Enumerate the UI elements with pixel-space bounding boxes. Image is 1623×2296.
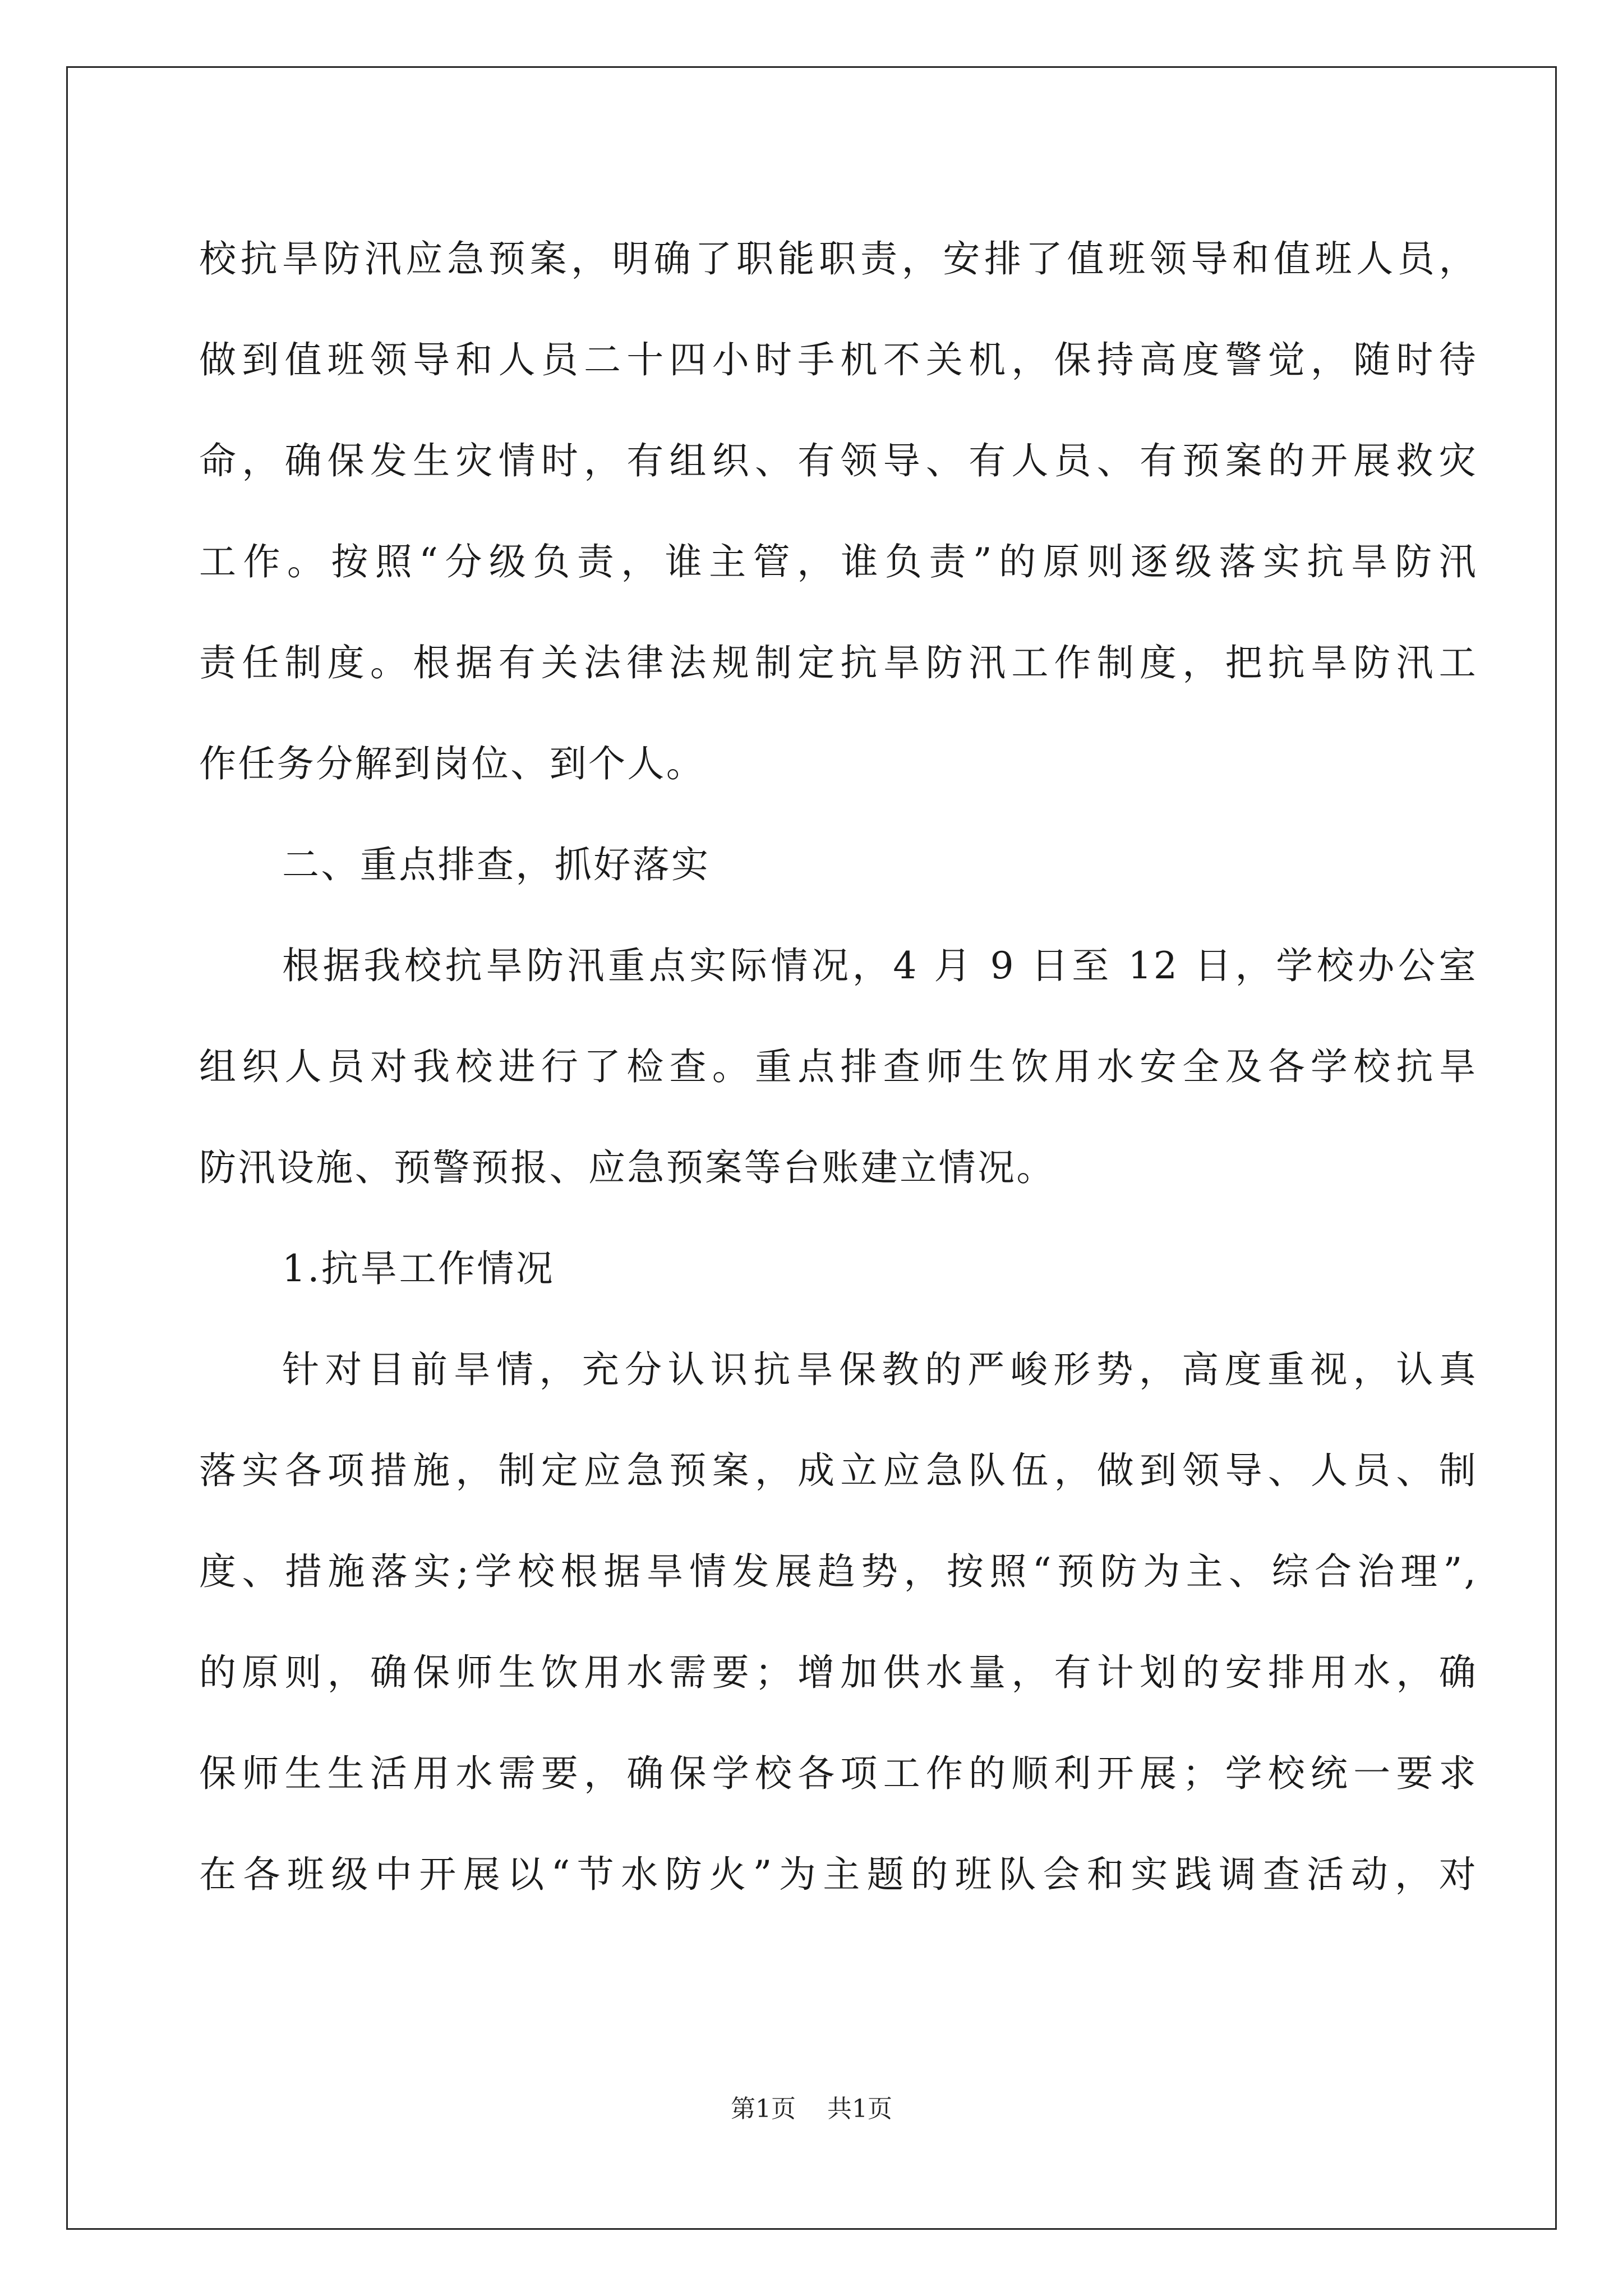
text-line: 防汛设施、预警预报、应急预案等台账建立情况。 bbox=[199, 1146, 1055, 1189]
document-body bbox=[199, 209, 1478, 1925]
text-line: 工作。按照“分级负责，谁主管，谁负责”的原则逐级落实抗旱防汛 bbox=[199, 540, 1478, 583]
text-line: 的原则，确保师生饮用水需要；增加供水量，有计划的安排用水，确 bbox=[199, 1651, 1478, 1694]
text-line: 责任制度。根据有关法律法规制定抗旱防汛工作制度，把抗旱防汛工 bbox=[199, 641, 1478, 684]
text-line: 落实各项措施，制定应急预案，成立应急队伍，做到领导、人员、制 bbox=[199, 1449, 1478, 1492]
text-line: 校抗旱防汛应急预案，明确了职能职责，安排了值班领导和值班人员， bbox=[199, 237, 1478, 280]
text-line: 命，确保发生灾情时，有组织、有领导、有人员、有预案的开展救灾 bbox=[199, 439, 1478, 482]
page-total: 共1页 bbox=[827, 2095, 892, 2123]
text-line: 根据我校抗旱防汛重点实际情况，4 月 9 日至 12 日，学校办公室 bbox=[282, 944, 1478, 987]
subsection-heading: 1.抗旱工作情况 bbox=[282, 1247, 555, 1290]
section-heading: 二、重点排查，抓好落实 bbox=[282, 843, 711, 886]
page-footer bbox=[0, 2092, 1623, 2126]
text-line: 组织人员对我校进行了检查。重点排查师生饮用水安全及各学校抗旱 bbox=[199, 1045, 1478, 1088]
text-line: 保师生生活用水需要，确保学校各项工作的顺利开展；学校统一要求 bbox=[199, 1752, 1478, 1795]
text-line: 针对目前旱情，充分认识抗旱保教的严峻形势，高度重视，认真 bbox=[282, 1348, 1478, 1391]
text-line: 作任务分解到岗位、到个人。 bbox=[199, 742, 706, 785]
text-line: 度、措施落实;学校根据旱情发展趋势，按照“预防为主、综合治理”, bbox=[199, 1550, 1478, 1593]
text-line: 做到值班领导和人员二十四小时手机不关机，保持高度警觉，随时待 bbox=[199, 338, 1478, 381]
text-line: 在各班级中开展以“节水防火”为主题的班队会和实践调查活动，对 bbox=[199, 1853, 1478, 1896]
page-number: 第1页 bbox=[731, 2095, 796, 2123]
